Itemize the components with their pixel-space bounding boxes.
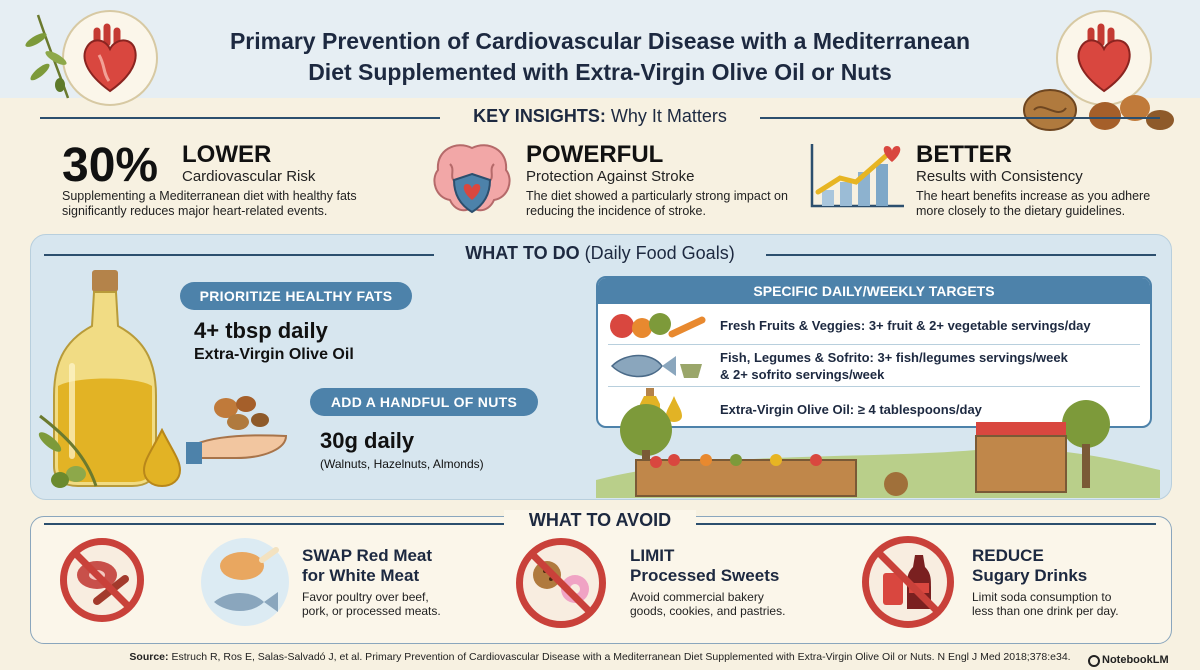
- anatomical-heart-icon: [75, 21, 145, 95]
- key-insights-heading: [440, 106, 760, 127]
- avoid-sweets-body-2: goods, cookies, and pastries.: [630, 604, 786, 618]
- insights-rule-right: [760, 117, 1160, 119]
- source-citation: [0, 651, 1200, 663]
- todo-rule-right: [766, 254, 1156, 256]
- olive-branch-left-icon: [18, 10, 78, 100]
- chicken-fish-icon: [200, 536, 290, 628]
- avoid-drinks-body-2: less than one drink per day.: [972, 604, 1119, 618]
- source-label: Source:: [129, 651, 169, 663]
- market-scene-illustration: [596, 400, 1160, 498]
- avoid-rule-right: [696, 523, 1156, 525]
- avoid-red-meat-body-2: pork, or processed meats.: [302, 604, 441, 618]
- avoid-drinks-line-2: Sugary Drinks: [972, 566, 1088, 585]
- avoid-red-meat-line-1: SWAP Red Meat: [302, 546, 433, 565]
- avoid-sweets-line-2: Processed Sweets: [630, 566, 780, 585]
- what-to-do-heading-light: (Daily Food Goals): [584, 243, 735, 263]
- title-line-2: Diet Supplemented with Extra-Virgin Olive Oil or Nuts: [308, 59, 892, 85]
- key-insights-heading-bold: KEY INSIGHTS:: [473, 106, 606, 126]
- insight-body-stroke: The diet showed a particularly strong impact on reducing the incidence of stroke.: [526, 189, 788, 218]
- nuts-amount: 30g daily: [320, 428, 415, 453]
- growth-chart-heart-icon: [808, 140, 908, 210]
- brain-shield-icon: [426, 134, 518, 226]
- oil-drop-icon: [140, 428, 184, 488]
- olive-oil-amount: 4+ tbsp daily: [194, 318, 328, 343]
- what-to-avoid-heading: WHAT TO AVOID: [504, 510, 696, 531]
- insight-title-lower: LOWER: [182, 141, 272, 168]
- what-to-do-heading-bold: WHAT TO DO: [465, 243, 580, 263]
- avoid-sweets-body-1: Avoid commercial bakery: [630, 590, 764, 604]
- hand-with-nuts-icon: [186, 386, 296, 472]
- risk-reduction-percent: 30%: [62, 139, 159, 192]
- target-olive-oil: Extra-Virgin Olive Oil: ≥ 4 tablespoons/day: [720, 402, 982, 417]
- no-red-meat-icon: [60, 538, 144, 622]
- target-fish-legumes: Fish, Legumes & Sofrito: 3+ fish/legumes servings/week: [720, 350, 1068, 365]
- nuts-pill: ADD A HANDFUL OF NUTS: [310, 388, 538, 416]
- avoid-rule-left: [44, 523, 504, 525]
- avoid-red-meat-body-1: Favor poultry over beef,: [302, 590, 429, 604]
- insight-subtitle-risk: Cardiovascular Risk: [182, 168, 316, 185]
- key-insights-heading-light: Why It Matters: [610, 106, 727, 126]
- target-fruits-veggies: Fresh Fruits & Veggies: 3+ fruit & 2+ vegetable servings/day: [720, 318, 1091, 333]
- avoid-title-sweets: [630, 546, 779, 586]
- avoid-body-sweets: [630, 590, 785, 618]
- no-sweets-icon: [516, 538, 606, 628]
- avoid-body-red-meat: [302, 590, 441, 618]
- no-soda-icon: [862, 536, 954, 628]
- targets-separator: [608, 344, 1140, 345]
- todo-rule-left: [44, 254, 434, 256]
- page-title: [170, 26, 1030, 88]
- targets-heading: SPECIFIC DAILY/WEEKLY TARGETS: [598, 278, 1150, 304]
- insight-body-consistency: The heart benefits increase as you adhere more closely to the dietary guidelines.: [916, 189, 1151, 218]
- avoid-body-drinks: [972, 590, 1119, 618]
- nuts-pile-icon: [1020, 80, 1180, 136]
- fish-legumes-icon: [606, 348, 706, 384]
- insight-body-risk: Supplementing a Mediterranean diet with healthy fats significantly reduces major heart-related events.: [62, 189, 357, 218]
- avoid-title-red-meat: [302, 546, 432, 586]
- avoid-sweets-line-1: LIMIT: [630, 546, 675, 565]
- insight-title-powerful: POWERFUL: [526, 141, 664, 168]
- source-text: Estruch R, Ros E, Salas-Salvadó J, et al. Primary Prevention of Cardiovascular Disease with a Mediterranean Diet Supplemented with Extra-Virgin Olive Oil or Nuts. N Engl J Med 2018;378:e34.: [171, 651, 1071, 663]
- what-to-do-heading: [434, 243, 766, 264]
- olive-oil-label: Extra-Virgin Olive Oil: [194, 346, 354, 363]
- title-line-1: Primary Prevention of Cardiovascular Disease with a Mediterranean: [229, 28, 971, 54]
- avoid-red-meat-line-2: for White Meat: [302, 566, 420, 585]
- insights-rule-left: [40, 117, 440, 119]
- avoid-drinks-line-1: REDUCE: [972, 546, 1044, 565]
- avoid-drinks-body-1: Limit soda consumption to: [972, 590, 1112, 604]
- brand-label: NotebookLM: [1102, 654, 1169, 666]
- notebooklm-logo-icon: [1088, 655, 1100, 667]
- avoid-title-drinks: [972, 546, 1087, 586]
- fruits-veggies-icon: [606, 306, 706, 342]
- healthy-fats-pill: PRIORITIZE HEALTHY FATS: [180, 282, 412, 310]
- insight-subtitle-consistency: Results with Consistency: [916, 168, 1083, 185]
- nuts-types: (Walnuts, Hazelnuts, Almonds): [320, 457, 484, 471]
- insight-title-better: BETTER: [916, 141, 1012, 168]
- target-sofrito: & 2+ sofrito servings/week: [720, 367, 885, 382]
- insight-subtitle-stroke: Protection Against Stroke: [526, 168, 695, 185]
